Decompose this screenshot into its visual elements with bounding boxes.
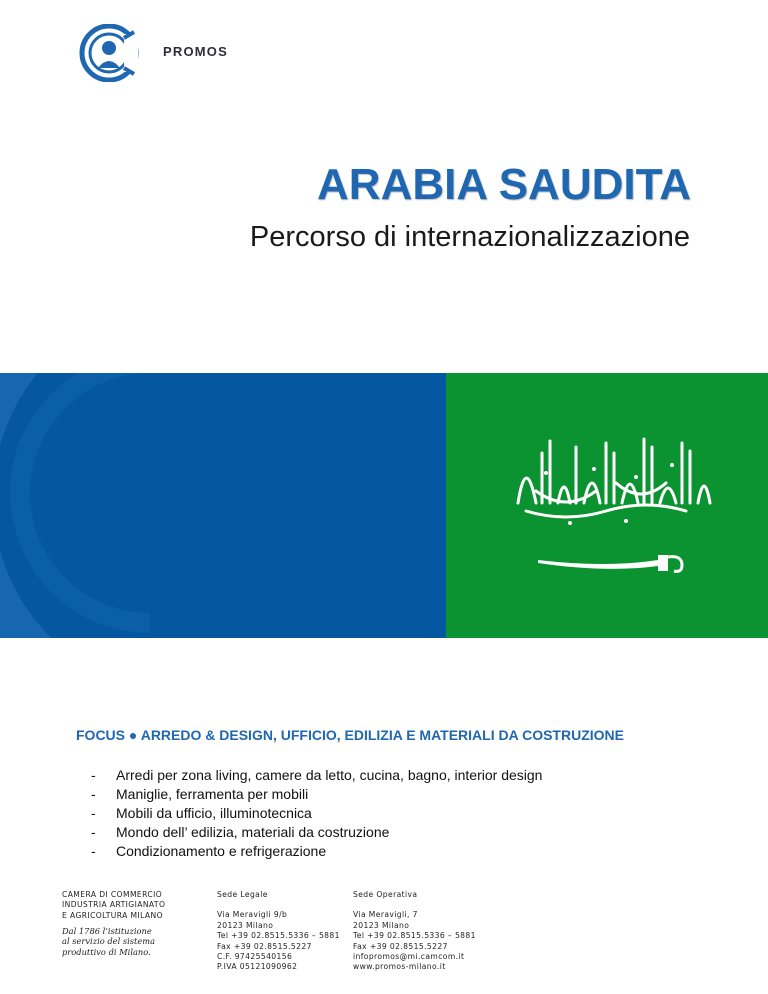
list-item: - Condizionamento e refrigerazione	[91, 843, 327, 859]
list-item: - Arredi per zona living, camere da letto, cucina, bagno, interior design	[91, 767, 543, 783]
footer-sede-legale: Sede Legale Via Meravigli 9/b 20123 Milano Tel +39 02.8515.5336 – 5881 Fax +39 02.8515.5227 C.F. 97425540156 P.IVA 05121090962	[217, 890, 340, 972]
footer-organization: CAMERA DI COMMERCIO INDUSTRIA ARTIGIANATO E AGRICOLTURA MILANO	[62, 890, 166, 920]
saudi-flag-emblem	[446, 373, 768, 638]
list-item: - Mobili da ufficio, illuminotecnica	[91, 805, 312, 821]
list-item: - Mondo dell’ edilizia, materiali da costruzione	[91, 824, 390, 840]
footer-motto: Dal 1786 l’istituzione al servizio del sistema produttivo di Milano.	[62, 926, 156, 957]
focus-list	[91, 766, 543, 861]
page-title: ARABIA SAUDITA	[317, 160, 691, 209]
chamber-c-graphic	[0, 373, 446, 638]
banner-green-panel	[446, 373, 768, 638]
sede-legale-heading: Sede Legale	[217, 890, 268, 899]
camera-commercio-logo	[78, 24, 140, 82]
focus-heading: FOCUS ● ARREDO & DESIGN, UFFICIO, EDILIZIA E MATERIALI DA COSTRUZIONE	[76, 727, 624, 743]
brand-name: PROMOS	[163, 44, 228, 59]
footer-sede-operativa: Sede Operativa Via Meravigli, 7 20123 Milano Tel +39 02.8515.5336 – 5881 Fax +39 02.8515.5227 infopromos@mi.camcom.it www.promos-milano.it	[353, 890, 476, 972]
website-link[interactable]: www.promos-milano.it	[353, 962, 446, 972]
email-link[interactable]: infopromos@mi.camcom.it	[353, 952, 465, 962]
list-item: - Maniglie, ferramenta per mobili	[91, 786, 309, 802]
page-subtitle: Percorso di internazionalizzazione	[249, 221, 690, 253]
sede-operativa-heading: Sede Operativa	[353, 890, 418, 899]
banner-blue-panel	[0, 373, 446, 638]
